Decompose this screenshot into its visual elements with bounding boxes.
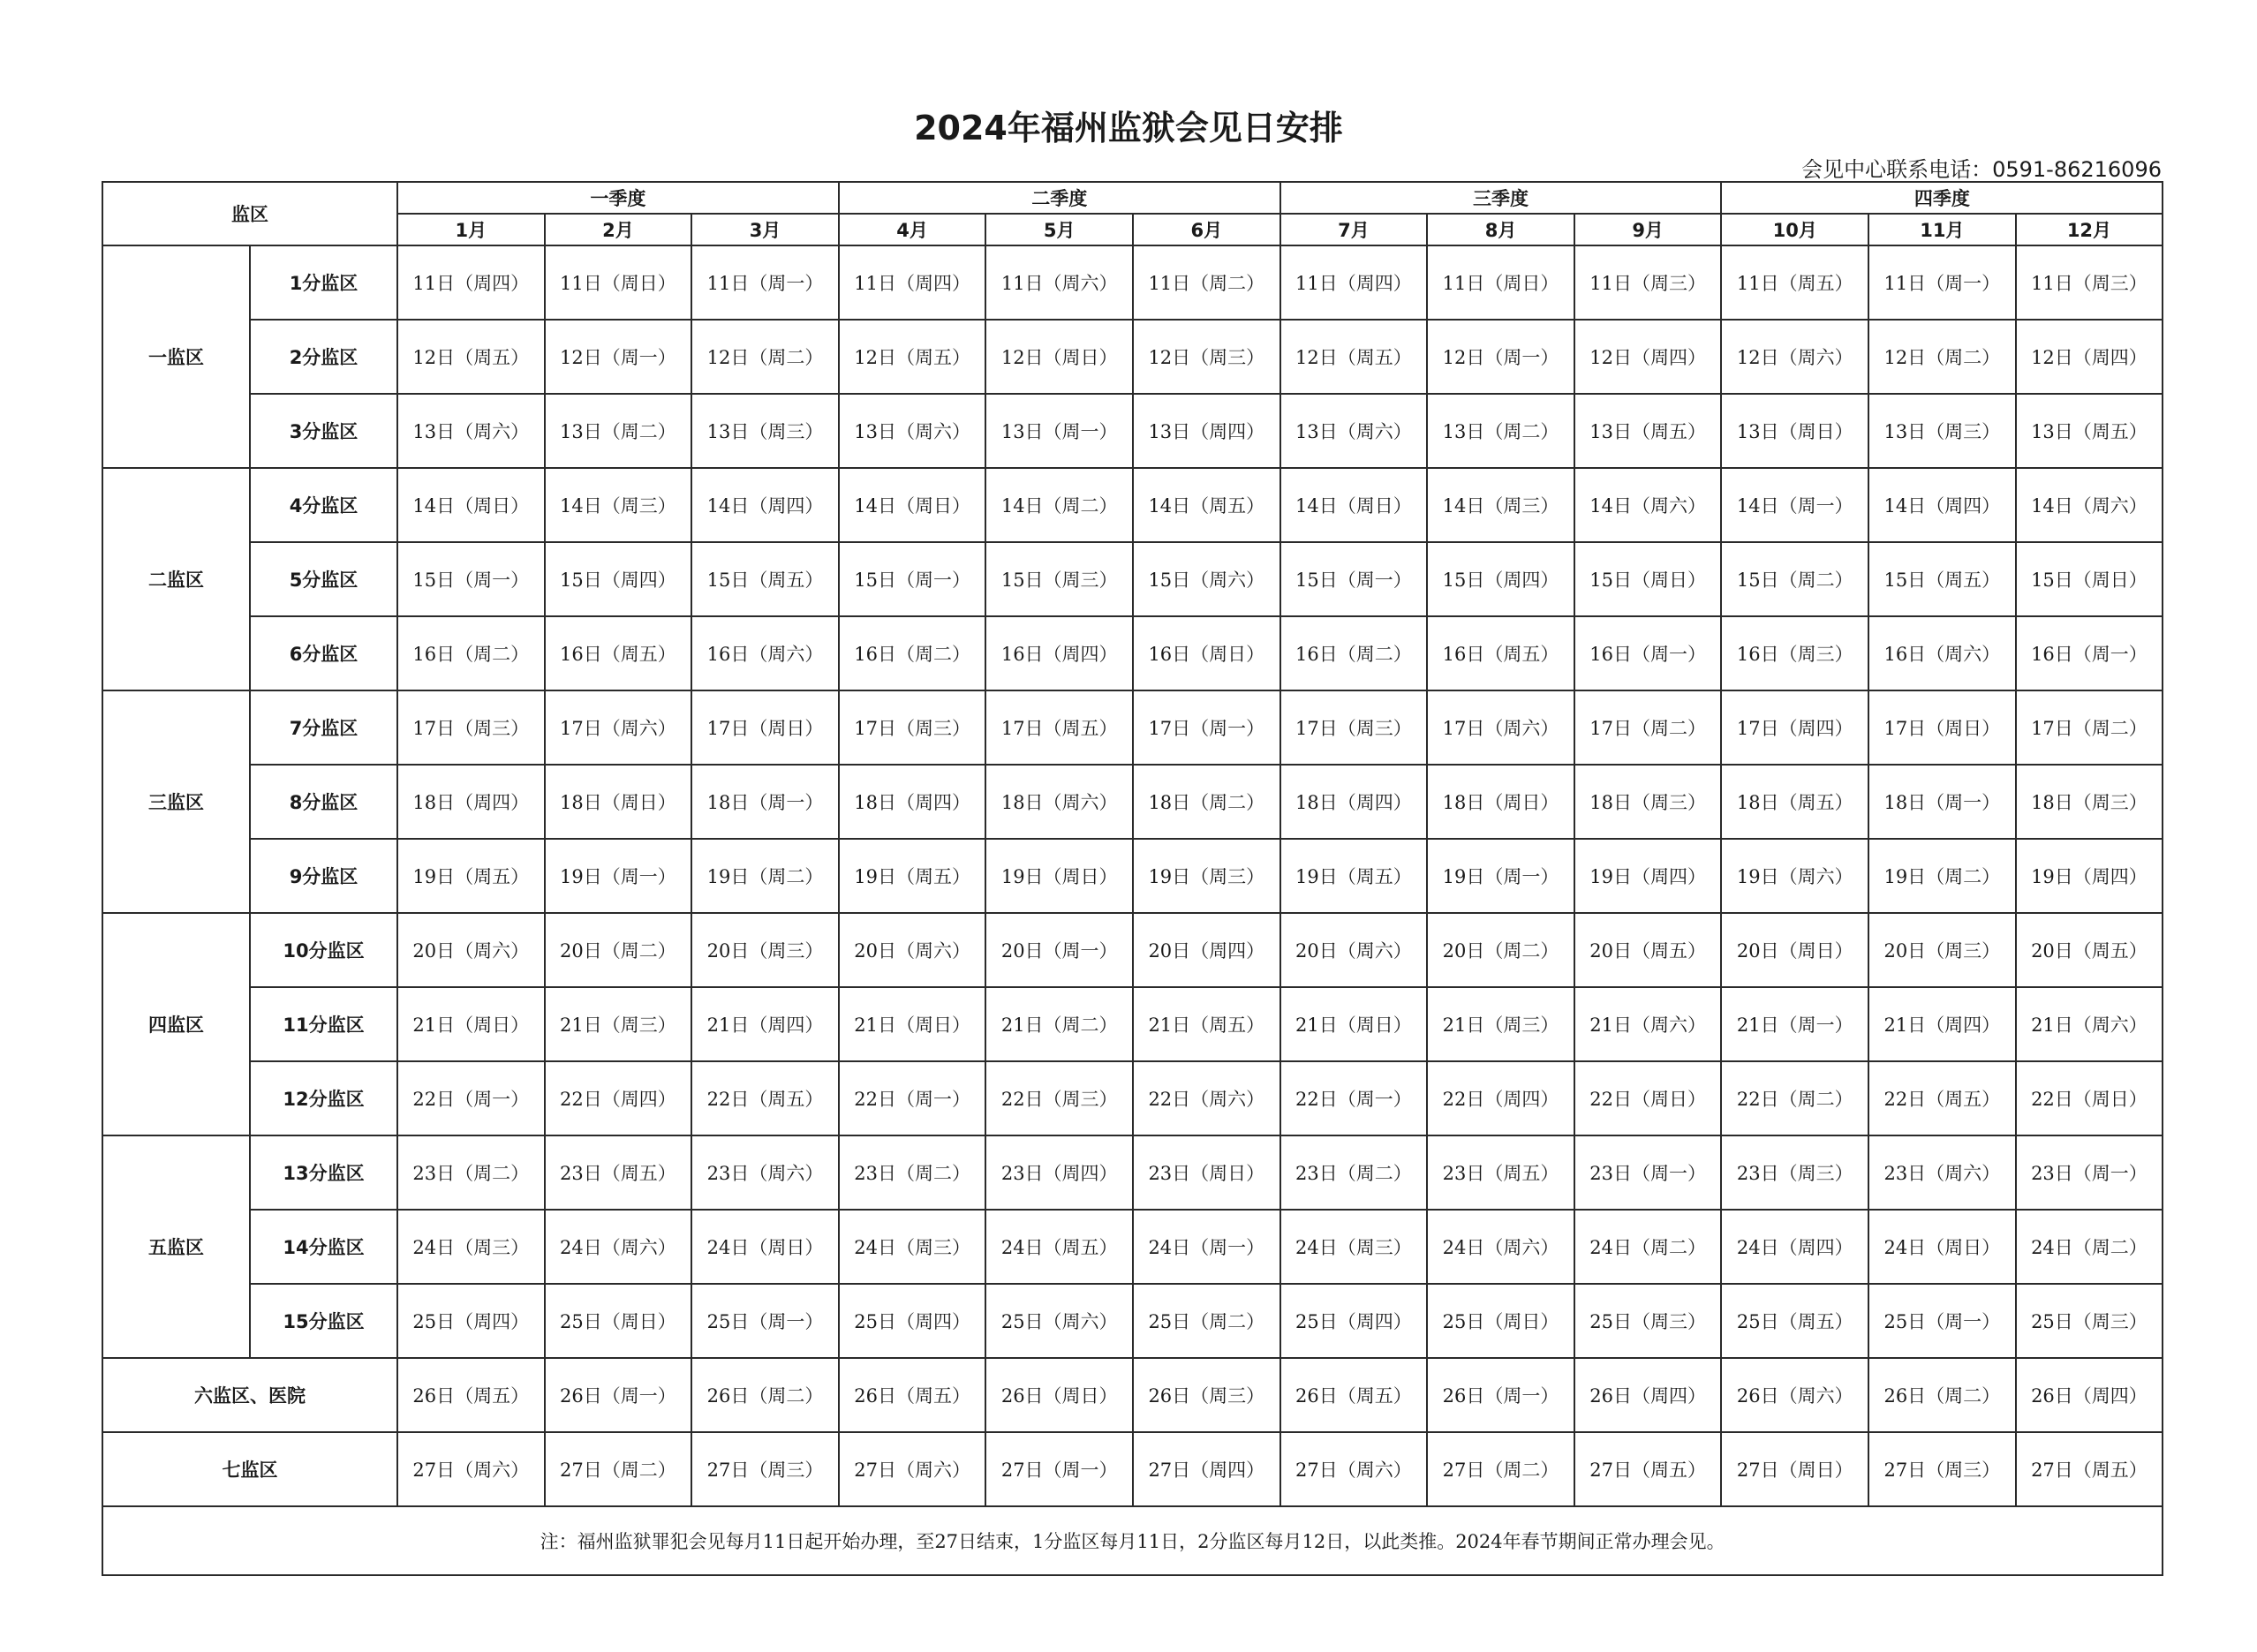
section-label: 五监区 [102,1135,250,1358]
visit-day-cell: 18日（周一） [691,765,839,839]
page-title: 2024年福州监狱会见日安排 [914,109,1343,147]
visit-day-cell: 19日（周一） [1427,839,1574,913]
visit-day-cell: 12日（周日） [985,320,1133,394]
visit-day-cell: 14日（周三） [545,468,692,542]
visit-day-cell: 20日（周六） [397,913,545,987]
visit-day-cell: 21日（周四） [1868,987,2016,1061]
visit-day-cell: 25日（周四） [1280,1284,1428,1358]
visit-day-cell: 16日（周一） [2016,616,2163,690]
visit-day-cell: 22日（周三） [985,1061,1133,1135]
visit-day-cell: 16日（周六） [1868,616,2016,690]
visit-day-cell: 22日（周五） [1868,1061,2016,1135]
visit-day-cell: 16日（周五） [545,616,692,690]
visit-day-cell: 15日（周六） [1133,542,1280,616]
visit-day-cell: 14日（周日） [1280,468,1428,542]
visit-day-cell: 17日（周日） [1868,690,2016,765]
month-header: 12月 [2016,214,2163,245]
visit-day-cell: 17日（周六） [1427,690,1574,765]
subzone-label: 14分监区 [250,1210,397,1284]
quarter-header-2: 二季度 [839,182,1280,214]
visit-day-cell: 26日（周一） [1427,1358,1574,1432]
visit-day-cell: 26日（周四） [2016,1358,2163,1432]
table-row [102,542,2163,616]
visit-day-cell: 26日（周四） [1574,1358,1722,1432]
table-row [102,1284,2163,1358]
visit-day-cell: 13日（周四） [1133,394,1280,468]
visit-day-cell: 20日（周四） [1133,913,1280,987]
visit-day-cell: 26日（周五） [839,1358,986,1432]
visit-day-cell: 19日（周五） [397,839,545,913]
table-row [102,245,2163,320]
visit-day-cell: 25日（周三） [1574,1284,1722,1358]
visit-day-cell: 13日（周三） [1868,394,2016,468]
visit-day-cell: 23日（周五） [545,1135,692,1210]
visit-day-cell: 15日（周日） [1574,542,1722,616]
month-header: 8月 [1427,214,1574,245]
visit-day-cell: 20日（周五） [2016,913,2163,987]
visit-day-cell: 18日（周二） [1133,765,1280,839]
visit-day-cell: 25日（周一） [691,1284,839,1358]
visit-day-cell: 24日（周三） [839,1210,986,1284]
visit-day-cell: 24日（周四） [1721,1210,1868,1284]
visit-day-cell: 12日（周四） [2016,320,2163,394]
visit-day-cell: 11日（周一） [1868,245,2016,320]
contact-phone: 会见中心联系电话：0591-86216096 [1801,157,2162,182]
visit-day-cell: 14日（周四） [1868,468,2016,542]
subzone-label: 6分监区 [250,616,397,690]
visit-day-cell: 16日（周六） [691,616,839,690]
section-label: 六监区、医院 [102,1358,397,1432]
visit-day-cell: 18日（周四） [397,765,545,839]
visit-day-cell: 16日（周二） [839,616,986,690]
visit-day-cell: 11日（周六） [985,245,1133,320]
visit-day-cell: 12日（周一） [1427,320,1574,394]
visit-day-cell: 19日（周四） [2016,839,2163,913]
visit-day-cell: 12日（周五） [1280,320,1428,394]
visit-day-cell: 21日（周三） [545,987,692,1061]
visit-day-cell: 20日（周一） [985,913,1133,987]
visit-day-cell: 22日（周日） [1574,1061,1722,1135]
table-header [102,182,2163,245]
table-row [102,1432,2163,1506]
visit-day-cell: 22日（周四） [1427,1061,1574,1135]
visit-day-cell: 24日（周三） [1280,1210,1428,1284]
visit-day-cell: 21日（周六） [2016,987,2163,1061]
visit-day-cell: 25日（周日） [545,1284,692,1358]
visit-day-cell: 27日（周一） [985,1432,1133,1506]
visit-day-cell: 14日（周四） [691,468,839,542]
schedule-body [102,245,2163,1506]
month-header: 3月 [691,214,839,245]
visit-day-cell: 17日（周六） [545,690,692,765]
visit-day-cell: 19日（周六） [1721,839,1868,913]
visit-day-cell: 26日（周二） [691,1358,839,1432]
month-header: 6月 [1133,214,1280,245]
visit-day-cell: 15日（周一） [1280,542,1428,616]
section-label: 二监区 [102,468,250,690]
visit-day-cell: 18日（周六） [985,765,1133,839]
subzone-label: 3分监区 [250,394,397,468]
table-row [102,987,2163,1061]
subzone-label: 8分监区 [250,765,397,839]
section-label: 一监区 [102,245,250,468]
month-header: 11月 [1868,214,2016,245]
subzone-label: 9分监区 [250,839,397,913]
visit-day-cell: 19日（周一） [545,839,692,913]
visit-day-cell: 11日（周四） [397,245,545,320]
subzone-label: 13分监区 [250,1135,397,1210]
visit-day-cell: 21日（周日） [397,987,545,1061]
month-header: 9月 [1574,214,1722,245]
visit-day-cell: 16日（周二） [1280,616,1428,690]
section-label: 三监区 [102,690,250,913]
subzone-label: 11分监区 [250,987,397,1061]
visit-day-cell: 17日（周四） [1721,690,1868,765]
subzone-label: 15分监区 [250,1284,397,1358]
visit-day-cell: 24日（周三） [397,1210,545,1284]
visit-day-cell: 20日（周五） [1574,913,1722,987]
visit-day-cell: 14日（周五） [1133,468,1280,542]
visit-day-cell: 19日（周五） [839,839,986,913]
visit-day-cell: 22日（周二） [1721,1061,1868,1135]
visit-day-cell: 23日（周三） [1721,1135,1868,1210]
table-row [102,1358,2163,1432]
table-row [102,394,2163,468]
visit-day-cell: 21日（周六） [1574,987,1722,1061]
visit-day-cell: 17日（周二） [1574,690,1722,765]
visit-day-cell: 13日（周六） [839,394,986,468]
subzone-label: 12分监区 [250,1061,397,1135]
visit-day-cell: 12日（周六） [1721,320,1868,394]
visit-day-cell: 26日（周五） [397,1358,545,1432]
visit-day-cell: 26日（周一） [545,1358,692,1432]
visit-day-cell: 24日（周日） [691,1210,839,1284]
visit-day-cell: 20日（周六） [839,913,986,987]
table-row [102,320,2163,394]
quarter-header-4: 四季度 [1721,182,2163,214]
visit-day-cell: 19日（周二） [691,839,839,913]
month-header-row [102,214,2163,245]
visit-day-cell: 14日（周三） [1427,468,1574,542]
visit-day-cell: 26日（周六） [1721,1358,1868,1432]
visit-day-cell: 15日（周四） [545,542,692,616]
visit-day-cell: 23日（周六） [1868,1135,2016,1210]
subzone-label: 1分监区 [250,245,397,320]
visit-day-cell: 27日（周三） [1868,1432,2016,1506]
table-row [102,690,2163,765]
visit-day-cell: 24日（周六） [545,1210,692,1284]
visit-day-cell: 23日（周二） [839,1135,986,1210]
visit-day-cell: 11日（周四） [839,245,986,320]
visit-day-cell: 20日（周日） [1721,913,1868,987]
visit-day-cell: 18日（周日） [1427,765,1574,839]
visit-day-cell: 22日（周四） [545,1061,692,1135]
visit-day-cell: 21日（周二） [985,987,1133,1061]
visit-day-cell: 22日（周一） [1280,1061,1428,1135]
visit-day-cell: 25日（周六） [985,1284,1133,1358]
visit-day-cell: 21日（周日） [839,987,986,1061]
visit-day-cell: 23日（周一） [2016,1135,2163,1210]
visit-day-cell: 17日（周二） [2016,690,2163,765]
visit-day-cell: 23日（周五） [1427,1135,1574,1210]
visit-day-cell: 27日（周六） [1280,1432,1428,1506]
visit-day-cell: 15日（周五） [691,542,839,616]
visit-day-cell: 18日（周三） [2016,765,2163,839]
visit-day-cell: 24日（周二） [2016,1210,2163,1284]
visit-day-cell: 14日（周一） [1721,468,1868,542]
subzone-label: 5分监区 [250,542,397,616]
visit-day-cell: 22日（周一） [839,1061,986,1135]
visit-day-cell: 16日（周三） [1721,616,1868,690]
visit-day-cell: 16日（周五） [1427,616,1574,690]
visit-day-cell: 27日（周六） [839,1432,986,1506]
table-row [102,765,2163,839]
visit-day-cell: 14日（周二） [985,468,1133,542]
visit-day-cell: 13日（周一） [985,394,1133,468]
visit-day-cell: 20日（周二） [1427,913,1574,987]
visit-day-cell: 25日（周四） [839,1284,986,1358]
visit-day-cell: 26日（周二） [1868,1358,2016,1432]
visit-day-cell: 21日（周三） [1427,987,1574,1061]
visit-day-cell: 27日（周五） [2016,1432,2163,1506]
visit-day-cell: 24日（周五） [985,1210,1133,1284]
visit-day-cell: 17日（周五） [985,690,1133,765]
visit-day-cell: 19日（周五） [1280,839,1428,913]
visit-day-cell: 18日（周四） [1280,765,1428,839]
subzone-label: 4分监区 [250,468,397,542]
visit-day-cell: 27日（周三） [691,1432,839,1506]
visit-day-cell: 22日（周一） [397,1061,545,1135]
visit-day-cell: 13日（周二） [545,394,692,468]
month-header: 7月 [1280,214,1428,245]
visit-day-cell: 15日（周五） [1868,542,2016,616]
table-row [102,1061,2163,1135]
table-row [102,913,2163,987]
visit-day-cell: 15日（周一） [397,542,545,616]
subzone-label: 7分监区 [250,690,397,765]
visit-day-cell: 25日（周五） [1721,1284,1868,1358]
table-row [102,839,2163,913]
visit-day-cell: 11日（周五） [1721,245,1868,320]
visit-day-cell: 21日（周日） [1280,987,1428,1061]
visit-day-cell: 12日（周五） [839,320,986,394]
visit-day-cell: 11日（周三） [1574,245,1722,320]
visit-day-cell: 24日（周一） [1133,1210,1280,1284]
visit-day-cell: 13日（周五） [1574,394,1722,468]
visit-day-cell: 12日（周一） [545,320,692,394]
visit-day-cell: 23日（周二） [1280,1135,1428,1210]
visit-day-cell: 24日（周日） [1868,1210,2016,1284]
visit-day-cell: 23日（周四） [985,1135,1133,1210]
visit-day-cell: 17日（周日） [691,690,839,765]
visit-day-cell: 13日（周五） [2016,394,2163,468]
visit-day-cell: 18日（周日） [545,765,692,839]
visit-day-cell: 27日（周日） [1721,1432,1868,1506]
visit-day-cell: 12日（周二） [691,320,839,394]
visit-day-cell: 22日（周五） [691,1061,839,1135]
visit-day-cell: 18日（周四） [839,765,986,839]
zone-header: 监区 [102,182,397,245]
visit-day-cell: 23日（周一） [1574,1135,1722,1210]
schedule-table [102,181,2163,1576]
visit-day-cell: 14日（周日） [839,468,986,542]
visit-day-cell: 11日（周日） [1427,245,1574,320]
section-label: 七监区 [102,1432,397,1506]
visit-day-cell: 15日（周二） [1721,542,1868,616]
visit-day-cell: 12日（周三） [1133,320,1280,394]
visit-day-cell: 25日（周二） [1133,1284,1280,1358]
visit-day-cell: 25日（周日） [1427,1284,1574,1358]
visit-day-cell: 11日（周三） [2016,245,2163,320]
visit-day-cell: 27日（周二） [545,1432,692,1506]
visit-day-cell: 27日（周五） [1574,1432,1722,1506]
visit-day-cell: 17日（周一） [1133,690,1280,765]
visit-day-cell: 11日（周日） [545,245,692,320]
visit-day-cell: 15日（周一） [839,542,986,616]
visit-day-cell: 27日（周二） [1427,1432,1574,1506]
visit-day-cell: 20日（周二） [545,913,692,987]
visit-day-cell: 25日（周三） [2016,1284,2163,1358]
table-row [102,1210,2163,1284]
visit-day-cell: 26日（周五） [1280,1358,1428,1432]
visit-day-cell: 21日（周五） [1133,987,1280,1061]
visit-day-cell: 17日（周三） [397,690,545,765]
visit-day-cell: 16日（周四） [985,616,1133,690]
footnote: 注：福州监狱罪犯会见每月11日起开始办理，至27日结束，1分监区每月11日，2分监区每月12日，以此类推。2024年春节期间正常办理会见。 [102,1506,2163,1575]
visit-day-cell: 18日（周五） [1721,765,1868,839]
visit-day-cell: 19日（周四） [1574,839,1722,913]
visit-day-cell: 14日（周日） [397,468,545,542]
visit-day-cell: 21日（周四） [691,987,839,1061]
table-row [102,468,2163,542]
month-header: 1月 [397,214,545,245]
quarter-header-3: 三季度 [1280,182,1722,214]
visit-day-cell: 14日（周六） [1574,468,1722,542]
visit-day-cell: 24日（周二） [1574,1210,1722,1284]
month-header: 2月 [545,214,692,245]
visit-day-cell: 19日（周二） [1868,839,2016,913]
visit-day-cell: 20日（周六） [1280,913,1428,987]
visit-day-cell: 22日（周六） [1133,1061,1280,1135]
visit-day-cell: 11日（周二） [1133,245,1280,320]
visit-day-cell: 21日（周一） [1721,987,1868,1061]
subzone-label: 2分监区 [250,320,397,394]
visit-day-cell: 19日（周三） [1133,839,1280,913]
visit-day-cell: 16日（周日） [1133,616,1280,690]
visit-day-cell: 20日（周三） [691,913,839,987]
visit-day-cell: 12日（周五） [397,320,545,394]
visit-day-cell: 25日（周四） [397,1284,545,1358]
visit-day-cell: 18日（周三） [1574,765,1722,839]
visit-day-cell: 24日（周六） [1427,1210,1574,1284]
month-header: 5月 [985,214,1133,245]
quarter-header-1: 一季度 [397,182,839,214]
visit-day-cell: 13日（周二） [1427,394,1574,468]
visit-day-cell: 11日（周一） [691,245,839,320]
visit-day-cell: 15日（周四） [1427,542,1574,616]
visit-day-cell: 11日（周四） [1280,245,1428,320]
visit-day-cell: 13日（周六） [1280,394,1428,468]
visit-day-cell: 19日（周日） [985,839,1133,913]
visit-day-cell: 17日（周三） [1280,690,1428,765]
visit-day-cell: 23日（周六） [691,1135,839,1210]
visit-day-cell: 23日（周二） [397,1135,545,1210]
month-header: 4月 [839,214,986,245]
section-label: 四监区 [102,913,250,1135]
visit-day-cell: 16日（周一） [1574,616,1722,690]
visit-day-cell: 22日（周日） [2016,1061,2163,1135]
visit-day-cell: 13日（周六） [397,394,545,468]
visit-day-cell: 15日（周三） [985,542,1133,616]
visit-day-cell: 27日（周六） [397,1432,545,1506]
visit-day-cell: 26日（周三） [1133,1358,1280,1432]
visit-day-cell: 12日（周四） [1574,320,1722,394]
visit-day-cell: 15日（周日） [2016,542,2163,616]
visit-day-cell: 14日（周六） [2016,468,2163,542]
visit-day-cell: 17日（周三） [839,690,986,765]
visit-day-cell: 13日（周日） [1721,394,1868,468]
month-header: 10月 [1721,214,1868,245]
visit-day-cell: 16日（周二） [397,616,545,690]
subzone-label: 10分监区 [250,913,397,987]
table-row [102,616,2163,690]
visit-day-cell: 18日（周一） [1868,765,2016,839]
visit-day-cell: 27日（周四） [1133,1432,1280,1506]
visit-day-cell: 23日（周日） [1133,1135,1280,1210]
visit-day-cell: 25日（周一） [1868,1284,2016,1358]
visit-day-cell: 26日（周日） [985,1358,1133,1432]
visit-day-cell: 12日（周二） [1868,320,2016,394]
visit-day-cell: 20日（周三） [1868,913,2016,987]
visit-day-cell: 13日（周三） [691,394,839,468]
table-row [102,1135,2163,1210]
